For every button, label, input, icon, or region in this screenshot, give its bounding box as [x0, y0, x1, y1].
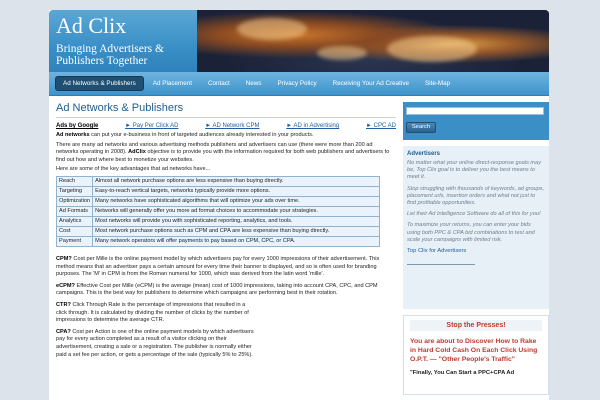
table-key: Payment	[57, 236, 93, 246]
site-tagline: Bringing Advertisers & Publishers Together	[56, 43, 164, 67]
table-row	[57, 216, 380, 226]
term-text: Cost per Action is one of the online payment models by which advertisers pay for every action completed as a result of a visitor clicking on their advertisement, creating a sale or a registration. The publisher is normally either paid a set fee per action, or gets a percentage of the sale (typically 5% to 25%).	[56, 328, 254, 358]
term-label: CTR?	[56, 301, 71, 308]
table-row	[57, 236, 380, 246]
promo-title: Stop the Presses!	[410, 320, 542, 331]
nav-site-map[interactable]: Site-Map	[424, 80, 451, 87]
search-button[interactable]: Search	[406, 122, 436, 133]
advertisers-panel	[403, 146, 549, 309]
nav-contact[interactable]: Contact	[208, 80, 230, 87]
main-content	[56, 102, 396, 359]
table-value: Many network operators will offer payments to pay based on CPM, CPC, or CPA.	[93, 236, 380, 246]
table-key: Analytics	[57, 216, 93, 226]
site-title[interactable]: Ad Clix	[56, 13, 127, 38]
divider	[407, 264, 475, 265]
networks-text-pre: There are many ad networks and various advertising methods publishers and advertisers can use (there were more than 200 ad networks operating in 2008).	[56, 141, 373, 156]
promo-box	[403, 315, 549, 395]
sidebar	[403, 102, 549, 395]
google-ad-links	[56, 123, 396, 129]
intro-paragraph	[56, 132, 396, 140]
networks-text-post: objective is to provide you with the information required for both web publishers and advertisers to find out how and where best to monetize your websites.	[56, 149, 390, 163]
adclix-bold: AdClix	[128, 149, 146, 156]
nav-privacy-policy[interactable]: Privacy Policy	[277, 80, 317, 87]
term-text: Click Through Rate is the percentage of impressions that resulted in a click through. It is calculated by dividing the number of clicks by the number of impressions to determine the average CTR.	[56, 301, 249, 324]
networks-paragraph	[56, 142, 396, 165]
advertisers-paragraph: No matter what your online direct-response goals may be, Top Clix goal is to deliver you the best means to meet it.	[407, 160, 542, 181]
advertisers-paragraph: To maximize your returns, you can enter your bids using both PPC & CPA bid combinations to test and scale your campaigns with limited risk.	[407, 222, 535, 243]
ad-link-pay-per-click[interactable]: ► Pay Per Click AD	[125, 123, 179, 129]
ad-link-ad-in-advertising[interactable]: ► AD in Advertising	[286, 123, 340, 129]
table-value: Easy-to-reach vertical targets, networks typically provide more options.	[93, 186, 380, 196]
main-nav	[49, 72, 549, 96]
term-text: Cost per Mille is the online payment model by which advertisers pay for every 1000 impressions of their advertisement. This method means that an advertiser pays a certain amount for every time their banner is displayed, and so is often used for branding purposes. The 'M' in CPM is from the Roman numeral for 1000, which was derived from the latin word 'mille'.	[56, 255, 380, 278]
term-label: CPM?	[56, 255, 72, 262]
table-key: Targeting	[57, 186, 93, 196]
table-key: Reach	[57, 176, 93, 186]
term-cpa	[56, 329, 256, 359]
table-value: Many networks have sophisticated algorithms that will optimize your ads over time.	[93, 196, 380, 206]
term-cpm	[56, 256, 396, 279]
site-header	[49, 10, 549, 72]
header-sunset-photo	[197, 10, 549, 72]
top-clix-link[interactable]: Top Clix for Advertisers	[407, 248, 467, 255]
page-title: Ad Networks & Publishers	[56, 102, 396, 118]
table-value: Most network purchase options such as CPM and CPA are less expensive than buying directly.	[93, 226, 380, 236]
term-ctr	[56, 302, 256, 325]
advertisers-paragraph: Let their Ad Intelligence Software do all of this for you!	[407, 211, 541, 218]
advantages-table	[56, 176, 380, 247]
advertisers-title: Advertisers	[407, 151, 441, 157]
nav-ad-networks-publishers[interactable]: Ad Networks & Publishers	[55, 76, 144, 91]
table-row	[57, 226, 380, 236]
table-row	[57, 196, 380, 206]
table-value: Most networks will provide you with sophisticated reporting, analytics, and tools.	[93, 216, 380, 226]
table-row	[57, 206, 380, 216]
table-key: Optimization	[57, 196, 93, 206]
table-value: Networks will generally offer you more ad format choices to accommodate your strategies.	[93, 206, 380, 216]
term-label: CPA?	[56, 328, 71, 335]
nav-receiving-ad-creative[interactable]: Receiving Your Ad Creative	[332, 80, 409, 87]
term-ecpm	[56, 283, 396, 298]
intro-text: can put your e-business in front of targeted audiences already interested in your products.	[89, 132, 314, 138]
search-box	[403, 102, 549, 140]
nav-news[interactable]: News	[245, 80, 262, 87]
table-key: Cost	[57, 226, 93, 236]
nav-ad-placement[interactable]: Ad Placement	[152, 80, 192, 87]
ad-link-cpc-ad[interactable]: ► CPC AD	[366, 123, 396, 129]
table-value: Almost all network purchase options are less expensive than buying directly.	[93, 176, 380, 186]
search-input[interactable]	[406, 107, 544, 115]
table-row	[57, 186, 380, 196]
table-key: Ad Formats	[57, 206, 93, 216]
table-row	[57, 176, 380, 186]
ad-link-ad-network-cpm[interactable]: ► AD Network CPM	[205, 123, 260, 129]
advertisers-paragraph: Stop struggling with thousands of keywords, ad groups, placement urls, insertion orders and what not just to find profitable opportunities.	[407, 185, 545, 207]
ads-by-google-label[interactable]: Ads by Google	[56, 123, 99, 129]
promo-pitch[interactable]: You are about to Discover How to Rake in Hard Cold Cash On Each Click Using O.P.T. — "Other People's Traffic"	[410, 338, 538, 363]
term-text: Effective Cost per Mille (eCPM) is the average (mean) cost of 1000 impressions, taking into account CPA, CPC, and CPM campaigns. This is the best way for publishers to determine which campaigns are performing best in their rotation.	[56, 282, 378, 297]
term-label: eCPM?	[56, 282, 75, 289]
intro-bold: Ad networks	[56, 132, 90, 138]
promo-subheading: "Finally, You Can Start a PPC+CPA Ad	[410, 370, 515, 376]
advantages-lead: Here are some of the key advantages that ad networks have...	[56, 166, 211, 173]
page-wrapper	[49, 10, 549, 400]
